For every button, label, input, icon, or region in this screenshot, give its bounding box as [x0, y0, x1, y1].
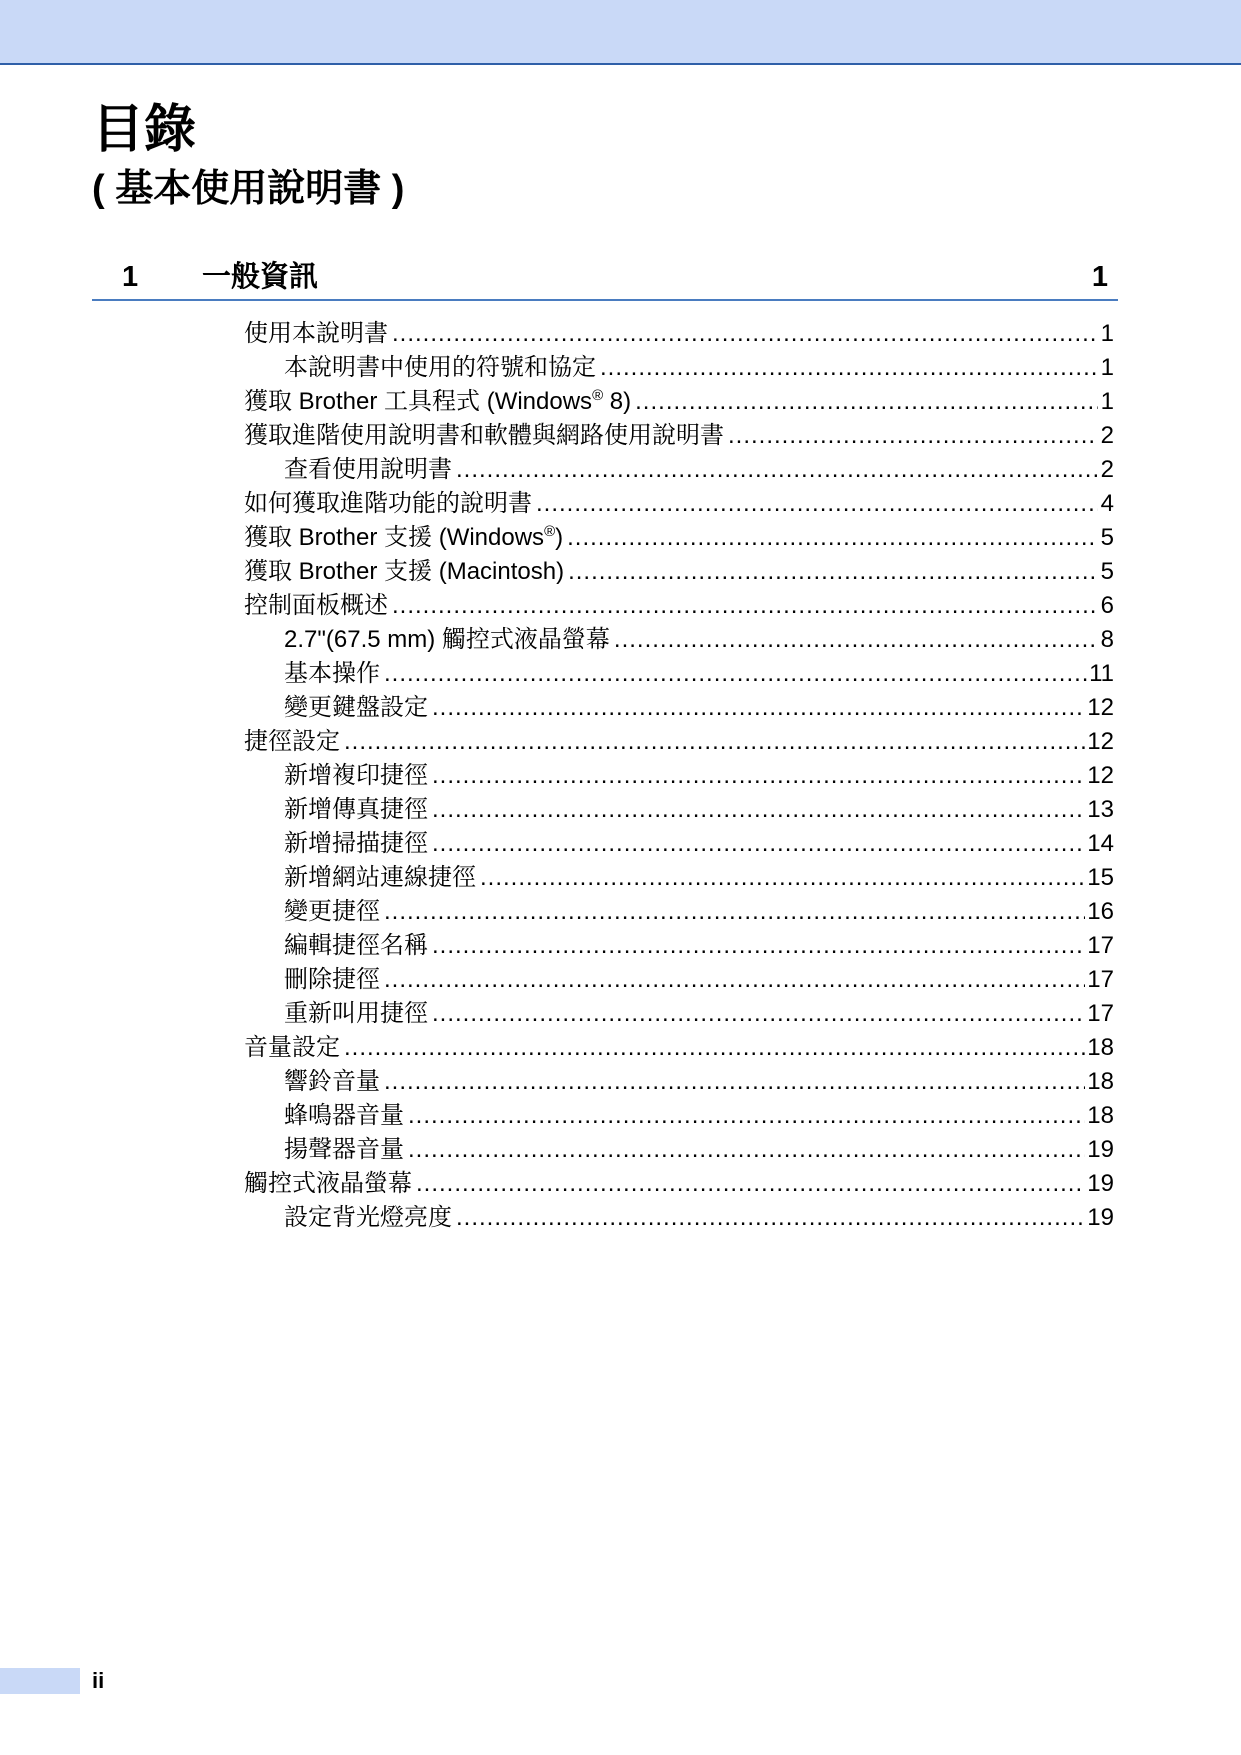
toc-entry-title [244, 521, 563, 555]
toc-entry[interactable] [244, 521, 1114, 555]
toc-entry[interactable] [244, 895, 1114, 929]
toc-entry-page: 15 [1087, 864, 1114, 891]
dot-leader [344, 725, 1085, 759]
toc-entry-text: 重新叫用捷徑 [284, 1000, 428, 1027]
toc-entry-page: 14 [1087, 830, 1114, 857]
toc-entry[interactable] [244, 419, 1114, 453]
page-title: 目錄 [92, 101, 197, 159]
toc-entry-title [284, 997, 428, 1031]
toc-entry-text-suffix: 8) [603, 388, 632, 415]
toc-entry-text: 揚聲器音量 [284, 1136, 404, 1163]
toc-entry-page: 11 [1089, 660, 1114, 687]
toc-entry[interactable] [244, 385, 1114, 419]
toc-entry-page: 19 [1087, 1136, 1114, 1163]
toc-entry-title [244, 589, 388, 623]
toc-entry-title [284, 657, 380, 691]
toc-entry-page: 12 [1087, 728, 1114, 755]
toc-entry-text: 獲取 Brother 支援 (Windows [244, 524, 545, 551]
toc-entry-page: 5 [1100, 558, 1114, 585]
dot-leader [456, 453, 1098, 487]
toc-entry-text: 新增掃描捷徑 [284, 830, 428, 857]
toc-entry[interactable] [244, 759, 1114, 793]
toc-entry-title [244, 725, 340, 759]
chapter-heading[interactable] [92, 259, 1118, 301]
toc-entry[interactable] [244, 997, 1114, 1031]
toc-entry-title [244, 555, 564, 589]
toc-entry-title [284, 623, 610, 657]
dot-leader [432, 827, 1085, 861]
toc-entry-text: 使用本說明書 [244, 320, 388, 347]
chapter-number: 1 [122, 261, 139, 293]
toc-entry-text: 新增複印捷徑 [284, 762, 428, 789]
toc-entry-title [284, 963, 380, 997]
toc-entry-title [284, 759, 428, 793]
dot-leader [392, 589, 1098, 623]
toc-entry-title [244, 317, 388, 351]
registered-mark: ® [592, 387, 604, 404]
toc-entry-title [284, 351, 596, 385]
toc-entry-text: 新增網站連線捷徑 [284, 864, 476, 891]
toc-entry[interactable] [244, 555, 1114, 589]
toc-entry-title [284, 1133, 404, 1167]
dot-leader [384, 963, 1085, 997]
footer-tab [0, 1668, 80, 1694]
dot-leader [384, 657, 1087, 691]
toc-entry[interactable] [244, 827, 1114, 861]
dot-leader [568, 555, 1098, 589]
toc-entry-page: 17 [1087, 932, 1114, 959]
toc-entry[interactable] [244, 487, 1114, 521]
toc-entry-page: 13 [1087, 796, 1114, 823]
toc-entry[interactable] [244, 1167, 1114, 1201]
toc-entry-title [284, 1201, 452, 1235]
toc-entry-text: 本說明書中使用的符號和協定 [284, 354, 596, 381]
dot-leader [384, 1065, 1085, 1099]
footer-page-number: ii [92, 1668, 105, 1693]
page-subtitle: ( 基本使用說明書 ) [92, 168, 405, 210]
toc-entry[interactable] [244, 351, 1114, 385]
toc-entry-page: 18 [1087, 1034, 1114, 1061]
toc-entry-page: 12 [1087, 694, 1114, 721]
toc-entry-page: 2 [1100, 422, 1114, 449]
toc-entry-text: 捷徑設定 [244, 728, 340, 755]
toc-entry-text: 變更捷徑 [284, 898, 380, 925]
toc-entry-text: 蜂鳴器音量 [284, 1102, 404, 1129]
toc-entry-title [284, 453, 452, 487]
toc-entry-text: 刪除捷徑 [284, 966, 380, 993]
toc-entry[interactable] [244, 317, 1114, 351]
toc-entry-title [284, 929, 428, 963]
dot-leader [635, 385, 1098, 419]
toc-entry-text: 響鈴音量 [284, 1068, 380, 1095]
toc-entry-page: 18 [1087, 1102, 1114, 1129]
toc-entry-title [244, 1167, 412, 1201]
toc-entry-page: 1 [1100, 354, 1114, 381]
dot-leader [416, 1167, 1085, 1201]
toc-entry-title [284, 793, 428, 827]
toc-entry[interactable] [244, 1065, 1114, 1099]
toc-entry-title [244, 487, 532, 521]
toc-entry-page: 18 [1087, 1068, 1114, 1095]
dot-leader [480, 861, 1085, 895]
toc-entry-text: 獲取 Brother 支援 (Macintosh) [244, 558, 565, 585]
toc-entry-title [284, 895, 380, 929]
toc-entry-page: 2 [1100, 456, 1114, 483]
toc-entry-page: 19 [1087, 1170, 1114, 1197]
toc-entry-text: 如何獲取進階功能的說明書 [244, 490, 532, 517]
dot-leader [384, 895, 1085, 929]
toc-entry-text: 基本操作 [284, 660, 380, 687]
chapter-page-number: 1 [1091, 261, 1108, 293]
toc-entry-title [284, 1065, 380, 1099]
dot-leader [600, 351, 1098, 385]
toc-entry-text: 觸控式液晶螢幕 [244, 1170, 412, 1197]
dot-leader [408, 1133, 1085, 1167]
dot-leader [432, 929, 1085, 963]
toc-entry[interactable] [244, 657, 1114, 691]
dot-leader [432, 691, 1085, 725]
dot-leader [432, 793, 1085, 827]
toc-entry[interactable] [244, 861, 1114, 895]
toc-list [244, 317, 1114, 1235]
toc-entry[interactable] [244, 453, 1114, 487]
registered-mark: ® [544, 523, 556, 540]
dot-leader [408, 1099, 1085, 1133]
toc-entry-page: 5 [1100, 524, 1114, 551]
toc-entry-text: 音量設定 [244, 1034, 340, 1061]
toc-entry-page: 16 [1087, 898, 1114, 925]
toc-entry-page: 17 [1087, 966, 1114, 993]
toc-entry-text: 編輯捷徑名稱 [284, 932, 428, 959]
toc-entry[interactable] [244, 793, 1114, 827]
toc-entry-page: 12 [1087, 762, 1114, 789]
toc-entry-title [244, 419, 724, 453]
toc-entry[interactable] [244, 963, 1114, 997]
toc-entry-text: 設定背光燈亮度 [284, 1204, 452, 1231]
toc-entry-title [284, 1099, 404, 1133]
dot-leader [728, 419, 1098, 453]
toc-entry-page: 8 [1100, 626, 1114, 653]
toc-entry[interactable] [244, 691, 1114, 725]
toc-entry[interactable] [244, 1031, 1114, 1065]
toc-entry[interactable] [244, 725, 1114, 759]
toc-entry-page: 19 [1087, 1204, 1114, 1231]
toc-entry-text: 控制面板概述 [244, 592, 388, 619]
dot-leader [432, 759, 1085, 793]
dot-leader [344, 1031, 1085, 1065]
toc-entry-text: 查看使用說明書 [284, 456, 452, 483]
toc-entry-title [244, 385, 631, 419]
toc-entry-title [284, 827, 428, 861]
toc-entry-title [244, 1031, 340, 1065]
dot-leader [536, 487, 1098, 521]
toc-entry-page: 1 [1100, 320, 1114, 347]
dot-leader [614, 623, 1098, 657]
toc-entry[interactable] [244, 929, 1114, 963]
toc-entry[interactable] [244, 1201, 1114, 1235]
toc-entry-text: 新增傳真捷徑 [284, 796, 428, 823]
dot-leader [432, 997, 1085, 1031]
dot-leader [392, 317, 1098, 351]
toc-entry-page: 17 [1087, 1000, 1114, 1027]
toc-entry-page: 1 [1100, 388, 1114, 415]
dot-leader [567, 521, 1098, 555]
toc-entry[interactable] [244, 1133, 1114, 1167]
toc-entry-text: 2.7"(67.5 mm) 觸控式液晶螢幕 [284, 626, 610, 653]
toc-entry-page: 6 [1100, 592, 1114, 619]
dot-leader [456, 1201, 1085, 1235]
toc-entry-text: 變更鍵盤設定 [284, 694, 428, 721]
toc-entry-title [284, 861, 476, 895]
toc-entry[interactable] [244, 623, 1114, 657]
toc-entry-page: 4 [1100, 490, 1114, 517]
toc-entry[interactable] [244, 1099, 1114, 1133]
toc-entry-text-suffix: ) [555, 524, 564, 551]
toc-entry[interactable] [244, 589, 1114, 623]
chapter-title: 一般資訊 [202, 261, 319, 293]
toc-entry-title [284, 691, 428, 725]
toc-entry-text: 獲取 Brother 工具程式 (Windows [244, 388, 593, 415]
toc-entry-text: 獲取進階使用說明書和軟體與網路使用說明書 [244, 422, 724, 449]
header-band [0, 0, 1241, 65]
